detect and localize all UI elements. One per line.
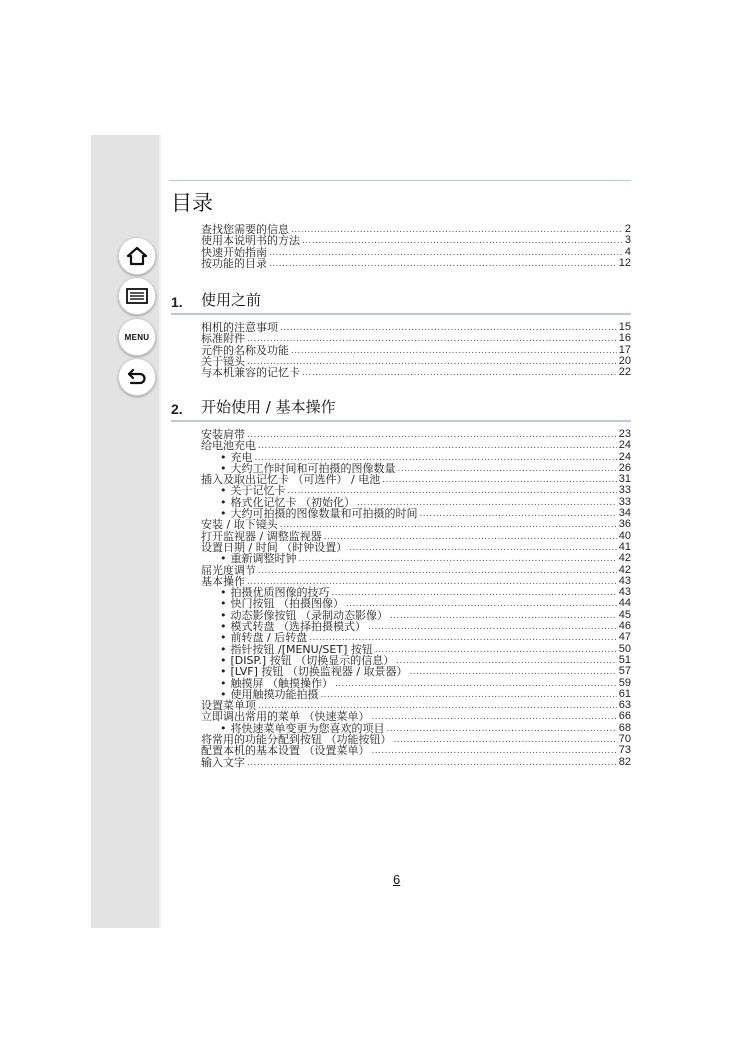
toc-entry[interactable]: 查找您需要的信息 ..... 2 xyxy=(201,224,631,235)
toc-subentry[interactable]: • 前转盘 / 后转盘 ..... 47 xyxy=(201,632,631,643)
toc-entry[interactable]: 设置日期 / 时间 （时钟设置） ..... 41 xyxy=(201,542,631,553)
chapter-title: 使用之前 xyxy=(201,291,262,309)
bullet-icon: • xyxy=(220,450,227,464)
bullet-icon: • xyxy=(220,620,227,634)
home-icon xyxy=(126,246,148,266)
toc-subentry[interactable]: • 关于记忆卡 ..... 33 xyxy=(201,485,631,496)
back-button[interactable] xyxy=(118,358,156,396)
chapter-number: 1. xyxy=(171,294,183,310)
toc-entry[interactable]: 快速开始指南 ..... 4 xyxy=(201,247,631,258)
toc-subentry[interactable]: • 动态影像按钮 （录制动态影像） ..... 45 xyxy=(201,610,631,621)
toc-subentry[interactable]: • 将快速菜单变更为您喜欢的项目 ..... 68 xyxy=(201,723,631,734)
toc-entry[interactable]: 屈光度调节 ..... 42 xyxy=(201,565,631,576)
toc-entry[interactable]: 标准附件 ..... 16 xyxy=(201,333,631,344)
toc-entry[interactable]: 设置菜单项 ..... 63 xyxy=(201,700,631,711)
home-button[interactable] xyxy=(118,237,156,275)
toc-subentry[interactable]: • 重新调整时钟 ..... 42 xyxy=(201,553,631,564)
toc-entry[interactable]: 立即调出常用的菜单 （快速菜单） ..... 66 xyxy=(201,711,631,722)
toc-subentry[interactable]: • 快门按钮 （拍摄图像） ..... 44 xyxy=(201,598,631,609)
toc-subentry[interactable]: • 指针按钮 /[MENU/SET] 按钮 ..... 50 xyxy=(201,644,631,655)
toc-entry[interactable]: 元件的名称及功能 ..... 17 xyxy=(201,345,631,356)
toc-entry[interactable]: 配置本机的基本设置 （设置菜单） ..... 73 xyxy=(201,745,631,756)
toc-subentry[interactable]: • 充电 ..... 24 xyxy=(201,452,631,463)
toc-subentry[interactable]: • 格式化记忆卡 （初始化） ..... 33 xyxy=(201,497,631,508)
back-icon xyxy=(126,367,148,387)
intro-toc xyxy=(201,224,631,269)
toc-entry[interactable]: 按功能的目录 ..... 12 xyxy=(201,258,631,269)
contents-list-icon xyxy=(126,288,148,304)
toc-entry[interactable]: 将常用的功能分配到按钮 （功能按钮） ..... 70 xyxy=(201,734,631,745)
toc-entry[interactable]: 输入文字 ..... 82 xyxy=(201,757,631,768)
page-title: 目录 xyxy=(171,191,213,215)
bullet-icon: • xyxy=(220,495,227,509)
toc-entry[interactable]: 与本机兼容的记忆卡 ..... 22 xyxy=(201,367,631,378)
bullet-icon: • xyxy=(220,665,227,679)
toc-entry[interactable]: 安装 / 取下镜头 ..... 36 xyxy=(201,519,631,530)
bullet-icon: • xyxy=(220,597,227,611)
bullet-icon: • xyxy=(220,507,227,521)
chapter-number: 2. xyxy=(171,401,183,417)
header-rule xyxy=(169,180,631,181)
toc-entry[interactable]: 使用本说明书的方法 ..... 3 xyxy=(201,235,631,246)
toc-subentry[interactable]: • 大约可拍摄的图像数量和可拍摄的时间 ..... 34 xyxy=(201,508,631,519)
chapter-1-heading xyxy=(171,291,631,315)
toc-subentry[interactable]: • 大约工作时间和可拍摄的图像数量 ..... 26 xyxy=(201,463,631,474)
menu-icon: MENU xyxy=(124,332,150,342)
bullet-icon: • xyxy=(220,676,227,690)
chapter-1-toc xyxy=(201,322,631,378)
toc-subentry[interactable]: • 触摸屏 （触摸操作） ..... 59 xyxy=(201,678,631,689)
toc-subentry[interactable]: • [LVF] 按钮 （切换监视器 / 取景器） ..... 57 xyxy=(201,666,631,677)
toc-entry[interactable]: 相机的注意事项 ..... 15 xyxy=(201,322,631,333)
bullet-icon: • xyxy=(220,631,227,645)
bullet-icon: • xyxy=(220,653,227,667)
menu-button[interactable] xyxy=(118,318,156,356)
bullet-icon: • xyxy=(220,552,227,566)
toc-subentry[interactable]: • 使用触摸功能拍摄 ..... 61 xyxy=(201,689,631,700)
toc-entry[interactable]: 打开监视器 / 调整监视器 ..... 40 xyxy=(201,531,631,542)
toc-subentry[interactable]: • 拍摄优质图像的技巧 ..... 43 xyxy=(201,587,631,598)
toc-entry[interactable]: 安装肩带 ..... 23 xyxy=(201,429,631,440)
chapter-title: 开始使用 / 基本操作 xyxy=(201,398,336,416)
bullet-icon: • xyxy=(220,461,227,475)
toc-subentry[interactable]: • 模式转盘 （选择拍摄模式） ..... 46 xyxy=(201,621,631,632)
toc-subentry[interactable]: • [DISP.] 按钮 （切换显示的信息） ..... 51 xyxy=(201,655,631,666)
bullet-icon: • xyxy=(220,586,227,600)
toc-entry[interactable]: 关于镜头 ..... 20 xyxy=(201,356,631,367)
toc-entry[interactable]: 基本操作 ..... 43 xyxy=(201,576,631,587)
bullet-icon: • xyxy=(220,608,227,622)
toc-entry[interactable]: 给电池充电 ..... 24 xyxy=(201,440,631,451)
bullet-icon: • xyxy=(220,687,227,701)
bullet-icon: • xyxy=(220,484,227,498)
page-edge xyxy=(159,135,161,928)
bullet-icon: • xyxy=(220,642,227,656)
contents-button[interactable] xyxy=(118,277,156,315)
chapter-2-heading xyxy=(171,398,631,422)
toc-entry[interactable]: 插入及取出记忆卡 （可选件） / 电池 ..... 31 xyxy=(201,474,631,485)
chapter-2-toc xyxy=(201,429,631,768)
page-number: 6 xyxy=(393,872,401,887)
bullet-icon: • xyxy=(220,721,227,735)
